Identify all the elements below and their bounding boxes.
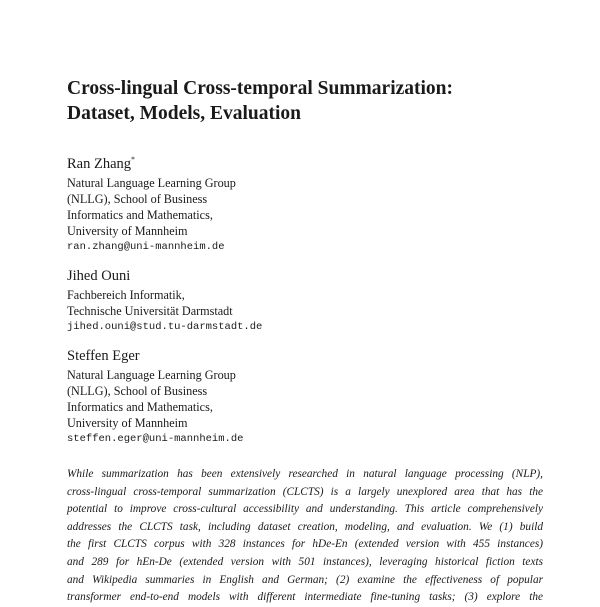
- affiliation-line: Natural Language Learning Group: [67, 368, 236, 382]
- affiliation-line: University of Mannheim: [67, 416, 188, 430]
- affiliation-line: Informatics and Mathematics,: [67, 208, 213, 222]
- author-block-steffen-eger: [67, 347, 527, 447]
- author-block-ran-zhang: [67, 155, 527, 255]
- affiliation-line: (NLLG), School of Business: [67, 384, 208, 398]
- affiliation-line: Fachbereich Informatik,: [67, 288, 185, 302]
- abstract-line: potential to improve cross-cultural accessibility and understanding. This article comprehensively: [67, 503, 543, 516]
- footnote-mark: *: [131, 155, 136, 165]
- abstract-line: addresses the CLCTS task, including dataset creation, modeling, and evaluation. We (1) build: [67, 520, 543, 533]
- abstract-line: While summarization has been extensively researched in natural language processing (NLP),: [67, 468, 543, 480]
- abstract-line: and Wikipedia summaries in English and German; (2) examine the effectiveness of popular: [67, 573, 543, 586]
- affiliation-line: Natural Language Learning Group: [67, 176, 236, 190]
- author-name-text: Ran Zhang: [67, 156, 132, 172]
- affiliation-line: (NLLG), School of Business: [67, 192, 208, 206]
- abstract-line: transformer end-to-end models with different intermediate fine-tuning tasks; (3) explore the: [67, 591, 543, 604]
- abstract-line: the first CLCTS corpus with 328 instances for hDe-En (extended version with 455 instances): [67, 538, 543, 551]
- affiliation-line: Informatics and Mathematics,: [67, 400, 213, 414]
- author-name-text: Steffen Eger: [67, 348, 140, 364]
- title-line-2: Dataset, Models, Evaluation: [67, 103, 301, 124]
- author-name: [67, 267, 527, 285]
- author-email: jihed.ouni@stud.tu-darmstadt.de: [67, 321, 263, 333]
- paper-title: [67, 76, 547, 126]
- affiliation-line: University of Mannheim: [67, 224, 188, 238]
- abstract: [67, 466, 543, 607]
- author-block-jihed-ouni: [67, 267, 527, 335]
- author-email: ran.zhang@uni-mannheim.de: [67, 241, 225, 253]
- author-name: [67, 155, 527, 173]
- abstract-line: cross-lingual cross-temporal summarization (CLCTS) is a largely unexplored area that has the: [67, 485, 543, 498]
- author-email: steffen.eger@uni-mannheim.de: [67, 433, 244, 445]
- title-line-1: Cross-lingual Cross-temporal Summarization:: [67, 78, 454, 99]
- abstract-line: and 289 for hEn-De (extended version with 501 instances), leveraging historical fiction texts: [67, 555, 543, 568]
- author-name: [67, 347, 527, 365]
- author-name-text: Jihed Ouni: [67, 268, 131, 284]
- affiliation-line: Technische Universität Darmstadt: [67, 304, 233, 318]
